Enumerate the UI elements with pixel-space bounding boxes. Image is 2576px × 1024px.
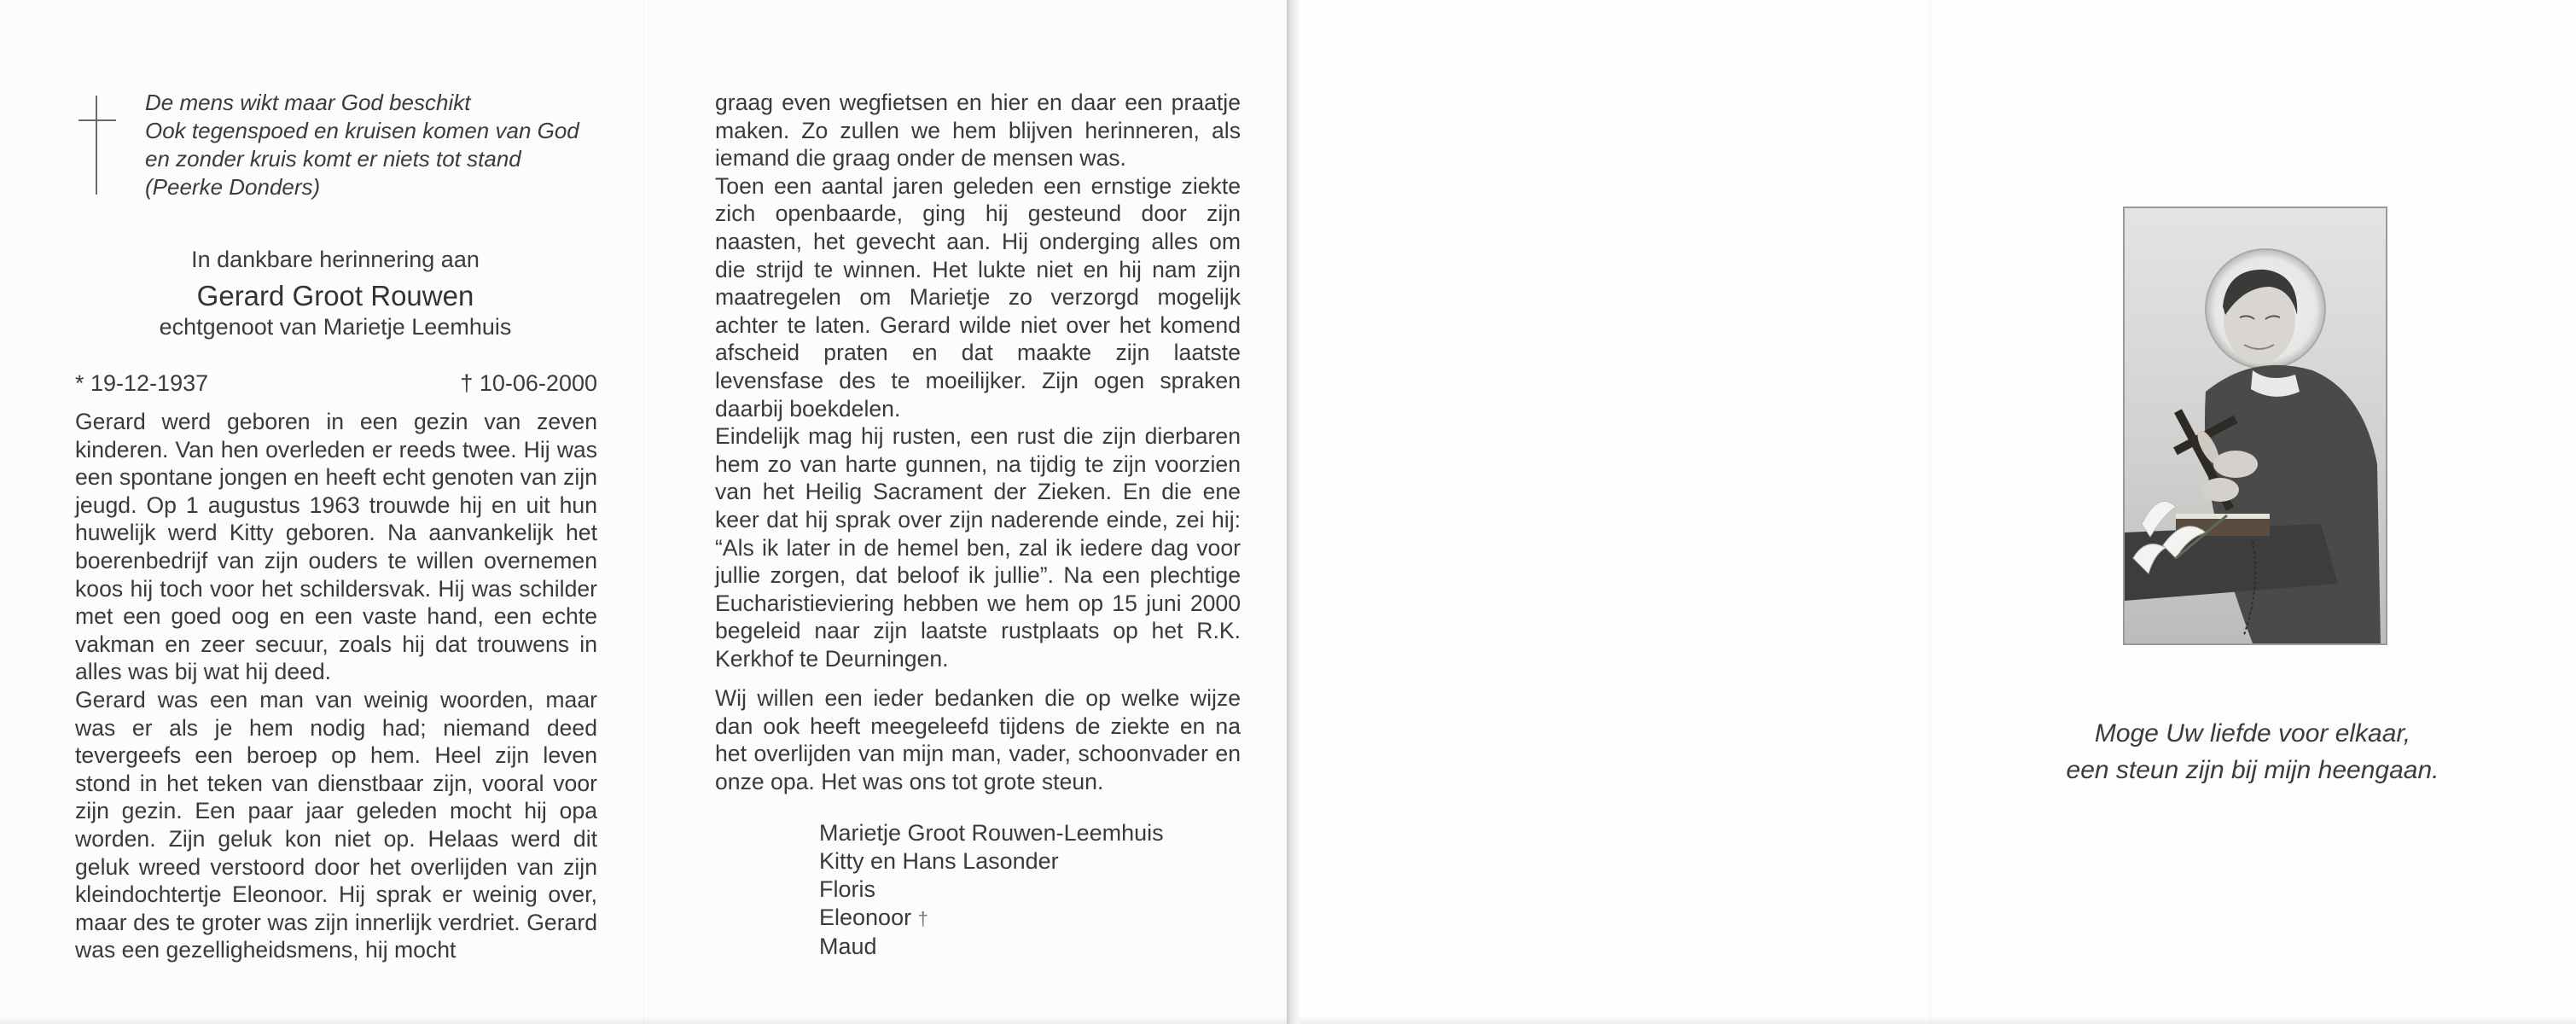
card-gap <box>1287 0 1299 1024</box>
biography-paragraph: Gerard was een man van weinig woorden, maar was er als je hem nodig had; niemand deed tevergeefs een beroep op hem. Heel zijn leven stond in het teken van dienstbaar zijn, vooral voor zijn gezin. Een paar jaar geleden mocht hij opa worden. Zijn geluk kon niet op. Helaas werd dit geluk wreed verstoord door het overlijden van zijn kleindochtertje Eleonoor. Hij sprak er weinig over, maar des te groter was zijn innerlijk verdriet. Gerard was een gezelligheidsmens, hij mocht <box>75 686 597 963</box>
verse-line: Moge Uw liefde voor elkaar, <box>2094 719 2411 748</box>
saint-picture-icon <box>2123 207 2387 645</box>
poem-line: en zonder kruis komt er niets tot stand <box>145 146 521 172</box>
biography-paragraph: Gerard werd geboren in een gezin van zeven kinderen. Van hen overleden er reeds twee. Hij was een spontane jongen en heeft echt genoten van zijn jeugd. Op 1 augustus 1963 trouwde hij en uit hun huwelijk werd Kitty geboren. Na aanvankelijk het boerenbedrijf van zijn ouders te willen overnemen koos hij toch voor het schildersvak. Hij was schilder met een goed oog en een vaste hand, een echte vakman en zeer secuur, zoals hij dat trouwens in alles was bij wat hij deed. <box>75 409 597 685</box>
biography-paragraph: Toen een aantal jaren geleden een ernstige ziekte zich openbaarde, ging hij gesteund door zijn naasten, het gevecht aan. Hij onderging alles om die strijd te winnen. Het lukte niet en hij nam zijn maatregelen om Marietje zo verzorgd mogelijk achter te laten. Gerard wilde niet over het komend afscheid praten en dat maakte zijn laatste levensfase des te moeilijker. Zijn ogen spraken daarbij boekdelen. <box>715 172 1241 422</box>
signatory: Maud <box>819 934 877 959</box>
center-fold <box>1930 0 1932 1024</box>
closing-verse <box>1988 715 2517 788</box>
biography-column-2 <box>715 89 1241 672</box>
signatory: Marietje Groot Rouwen-Leemhuis <box>819 820 1164 846</box>
thank-you-note <box>715 684 1241 795</box>
biography-paragraph: graag even wegfietsen en hier en daar een praatje maken. Zo zullen we hem blijven herinneren, als iemand die graag onder de mensen was. <box>715 90 1241 172</box>
center-fold <box>643 0 645 1024</box>
signatory: Kitty en Hans Lasonder <box>819 848 1059 874</box>
opening-poem <box>145 89 623 201</box>
birth-date: * 19-12-1937 <box>75 370 209 396</box>
signatory-name: Eleonoor <box>819 905 912 930</box>
in-memory-heading: In dankbare herinnering aan <box>191 247 480 272</box>
poem-line: De mens wikt maar God beschikt <box>145 90 471 115</box>
signatories-list <box>819 819 1229 961</box>
death-date: † 10-06-2000 <box>460 370 597 396</box>
poem-line: Ook tegenspoed en kruisen komen van God <box>145 118 579 143</box>
thank-you-text: Wij willen een ieder bedanken die op welke wijze dan ook heeft meegeleefd tijdens de ziekte en na het overlijden van mijn man, vader, schoonvader en onze opa. Het was ons tot grote steun. <box>715 685 1241 794</box>
page-edge-shadow <box>1299 1015 2576 1024</box>
poem-attribution: (Peerke Donders) <box>145 174 321 200</box>
inner-card-sheet <box>0 0 1287 1024</box>
signatory <box>819 904 1229 933</box>
signatory: Floris <box>819 876 875 902</box>
cross-icon <box>79 96 130 195</box>
deceased-name: Gerard Groot Rouwen <box>196 280 474 311</box>
page-edge-shadow <box>0 1015 1287 1024</box>
biography-column-1 <box>75 408 597 964</box>
verse-line: een steun zijn bij mijn heengaan. <box>2066 756 2439 784</box>
biography-paragraph: Eindelijk mag hij rusten, een rust die zijn dierbaren hem zo van harte gunnen, na tijdig te zijn voorzien van het Heilig Sacrament der Zieken. En die ene keer dat hij sprak over zijn naderende einde, zei hij: “Als ik later in de hemel ben, zal ik iedere dag voor jullie zorgen, dat beloof ik jullie”. Na een plechtige Eucharistieviering hebben we hem op 15 juni 2000 begeleid naar zijn laatste rustplaats op het R.K. Kerkhof te Deurningen. <box>715 423 1241 672</box>
dagger-icon: † <box>917 908 928 929</box>
spouse-line: echtgenoot van Marietje Leemhuis <box>159 314 512 340</box>
